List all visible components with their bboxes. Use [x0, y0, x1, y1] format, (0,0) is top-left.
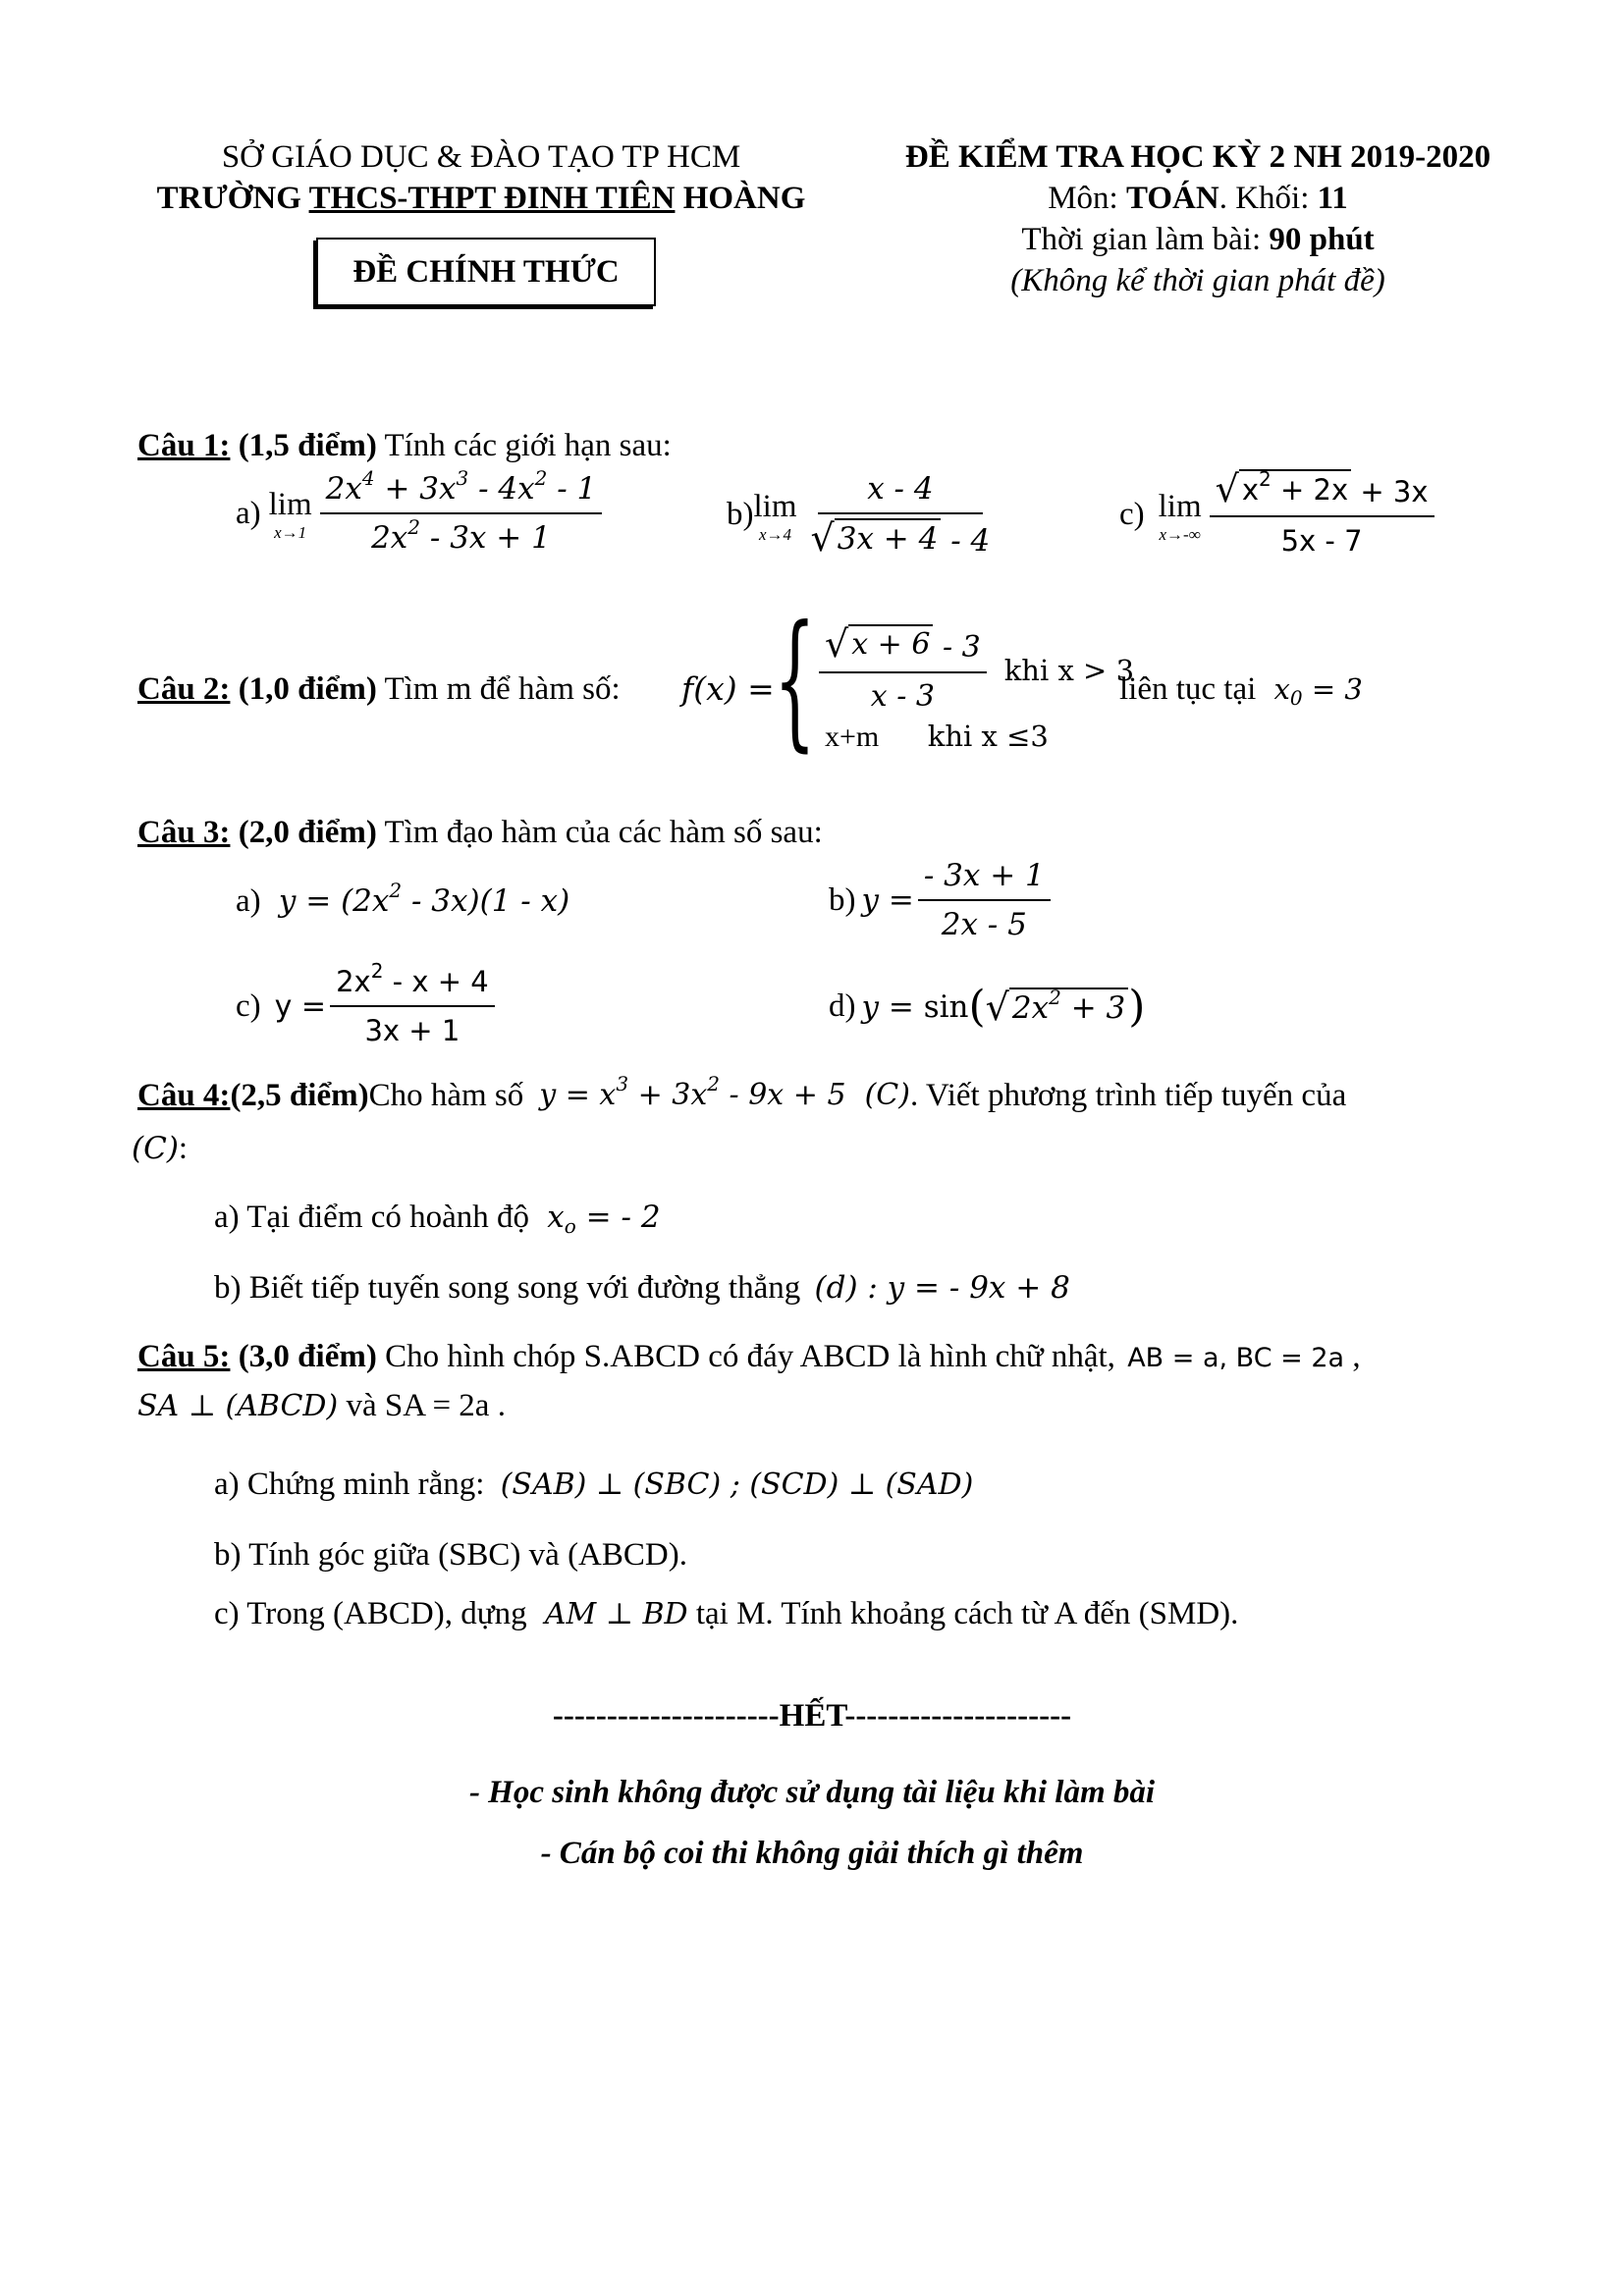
q4-label: Câu 4: [137, 1078, 231, 1113]
time-note [864, 259, 1532, 302]
q3-b-lhs: y = [861, 882, 914, 918]
q2-text: Tìm m để hàm số: [376, 671, 621, 707]
q4-curve-name: (C) [132, 1131, 179, 1166]
q1-b-lim-word: lim [753, 488, 797, 524]
q2-tail-text: liên tục tại [1119, 671, 1257, 707]
school-underlined: THCS-THPT ĐINH TIÊN [308, 181, 676, 216]
q5-part-c [214, 1592, 1238, 1636]
q4-a-text: a) Tại điểm có hoành độ [214, 1200, 530, 1235]
question-5-heading: Câu 5: (3,0 điểm) Cho hình chóp S.ABCD có đáy ABCD là hình chữ nhật, AB = a, BC = 2a , [137, 1339, 1361, 1374]
q3-part-c [236, 959, 499, 1050]
official-box [316, 238, 656, 306]
q2-case-1-fraction: √ x + 6 - 3 x - 3 [819, 624, 987, 717]
q2-function-name: f(x) = [681, 669, 775, 708]
footer-note-2-text: - Cán bộ coi thi không giải thích gì thêm [540, 1836, 1084, 1871]
q5-part-b [214, 1533, 687, 1576]
q5-label: Câu 5: [137, 1339, 231, 1374]
q5-dimensions: AB = a, BC = 2a [1127, 1343, 1345, 1373]
q3-text: Tìm đạo hàm của các hàm số sau: [376, 815, 823, 850]
q2-case-2-expr: x+m [825, 721, 880, 753]
q3-points: (2,0 điểm) [230, 815, 377, 850]
q1-a-limit [269, 485, 312, 542]
q1-a-lim-sub: x→1 [274, 523, 307, 542]
q5-c-expr: AM ⊥ BD [544, 1597, 688, 1631]
q1-a-fraction: $\frac{2x^4 + 3x^3 - 4x^2 - 1}{2x^2 - 3x + 1}$ [320, 469, 603, 558]
grade-value: 11 [1317, 181, 1348, 216]
q5-b-text: b) Tính góc giữa (SBC) và (ABCD). [214, 1537, 687, 1573]
q2-brace: { [774, 595, 816, 766]
q3-b-label: b) [829, 881, 856, 918]
q4-text-before: Cho hàm số [368, 1078, 524, 1113]
q5-a-expr: (SAB) ⊥ (SBC) ; (SCD) ⊥ (SAD) [500, 1468, 974, 1502]
q1-text: Tính các giới hạn sau: [376, 428, 672, 463]
q4-b-expr: (d) : y = - 9x + 8 [814, 1270, 1070, 1306]
q1-c-label: c) [1119, 497, 1145, 532]
q1-a-lim-word: lim [268, 487, 312, 522]
subject-prefix: Môn: [1048, 181, 1126, 216]
exam-title-text: ĐỀ KIỂM TRA HỌC KỲ 2 NH 2019-2020 [904, 139, 1491, 175]
subject-name: TOÁN [1125, 181, 1219, 216]
q4-a-expr: $x_o$ = - 2 [547, 1200, 661, 1238]
question-1-heading [137, 424, 672, 467]
subject-line [864, 177, 1532, 220]
q4-points: (2,5 điểm) [230, 1078, 369, 1113]
q3-part-a [236, 880, 569, 923]
department-name [128, 135, 835, 179]
school-name [118, 177, 844, 220]
q1-part-a [236, 466, 606, 558]
q4-part-a [214, 1196, 661, 1239]
q4-line-2 [132, 1127, 188, 1170]
q3-a-label: a) [236, 883, 261, 919]
q3-label: Câu 3: [137, 815, 231, 850]
q5-line-2-text: và SA = 2a . [338, 1388, 506, 1423]
q1-a-label: a) [236, 495, 261, 531]
question-2-heading [137, 667, 621, 711]
q3-c-lhs: y = [274, 988, 327, 1024]
question-4-heading [137, 1074, 1346, 1117]
footer-note-1 [0, 1771, 1624, 1814]
question-3-heading [137, 811, 823, 854]
q2-tail [1119, 667, 1363, 711]
q5-text: Cho hình chóp S.ABCD có đáy ABCD là hình chữ nhật, [376, 1339, 1115, 1374]
q2-case-1 [815, 624, 1134, 717]
q1-label: Câu 1: [137, 428, 231, 463]
q4-function: $y = x^3 + 3x^2 - 9x + 5$ (C) [539, 1072, 910, 1112]
exam-title [864, 135, 1532, 179]
q3-a-expr: $y = (2x^2 - 3x)(1 - x)$ [278, 879, 570, 919]
q3-d-label: d) [829, 988, 856, 1024]
q3-part-d [829, 982, 1145, 1032]
q5-part-a [214, 1463, 973, 1507]
footer-note-2 [0, 1832, 1624, 1875]
q1-c-fraction: √ $x^2 + 2x$ + 3x 5x - 7 [1210, 469, 1435, 561]
q5-perp-expr: SA ⊥ (ABCD) [137, 1389, 339, 1423]
q2-points: (1,0 điểm) [230, 671, 377, 707]
time-note-text: (Không kể thời gian phát đề) [1010, 263, 1385, 298]
q5-line-2 [137, 1384, 506, 1428]
department-text: SỞ GIÁO DỤC & ĐÀO TẠO TP HCM [221, 139, 741, 175]
q2-case-1-condition: khi x > 3 [1003, 654, 1135, 687]
q4-b-text: b) Biết tiếp tuyến song song với đường thẳng [214, 1270, 801, 1306]
q1-part-b [727, 469, 1000, 561]
time-line [864, 218, 1532, 261]
end-marker [0, 1694, 1624, 1737]
footer-note-1-text: - Học sinh không được sử dụng tài liệu khi làm bài [468, 1775, 1156, 1810]
q1-b-label: b) [727, 497, 754, 532]
q5-points: (3,0 điểm) [230, 1339, 377, 1374]
q1-c-lim-sub: x→-∞ [1159, 524, 1201, 544]
school-prefix: TRƯỜNG [156, 181, 309, 216]
q5-a-text: a) Chứng minh rằng: [214, 1467, 485, 1502]
q3-b-fraction: $\frac{- 3x + 1}{2x - 5}$ [918, 856, 1051, 944]
q1-b-lim-sub: x→4 [758, 524, 792, 544]
q4-line-2-colon: : [178, 1131, 189, 1166]
q4-part-b [214, 1266, 1070, 1309]
q3-c-label: c) [236, 988, 261, 1024]
end-marker-text: ---------------------HẾT--------------------- [552, 1698, 1072, 1734]
q3-d-expr: y = sin ( √ $2x^2 + 3$ ) [861, 982, 1146, 1032]
q1-part-c [1119, 469, 1438, 561]
time-prefix: Thời gian làm bài: [1021, 222, 1270, 257]
q2-case-2-condition: khi x ≤3 [927, 720, 1049, 753]
q2-label: Câu 2: [137, 671, 231, 707]
official-label: ĐỀ CHÍNH THỨC [352, 254, 620, 290]
q1-c-limit [1159, 487, 1202, 544]
q4-text-after: . Viết phương trình tiếp tuyến của [909, 1078, 1347, 1113]
q1-c-lim-word: lim [1158, 488, 1202, 524]
time-value: 90 phút [1269, 222, 1375, 257]
grade-prefix: . Khối: [1218, 181, 1318, 216]
q3-c-fraction: $\frac{2x^2 - x + 4}{3x + 1}$ [330, 962, 495, 1050]
q2-point: $x_0 = 3$ [1273, 672, 1363, 710]
q1-b-fraction: x - 4 √ 3x + 4 - 4 [810, 471, 991, 560]
q1-b-limit [754, 487, 797, 544]
q1-points: (1,5 điểm) [230, 428, 377, 463]
q2-case-2 [825, 715, 1049, 759]
q5-c-text-after: tại M. Tính khoảng cách từ A đến (SMD). [687, 1596, 1239, 1631]
q5-c-text-before: c) Trong (ABCD), dựng [214, 1596, 527, 1631]
q3-part-b [829, 856, 1055, 944]
school-suffix: HOÀNG [675, 181, 806, 216]
